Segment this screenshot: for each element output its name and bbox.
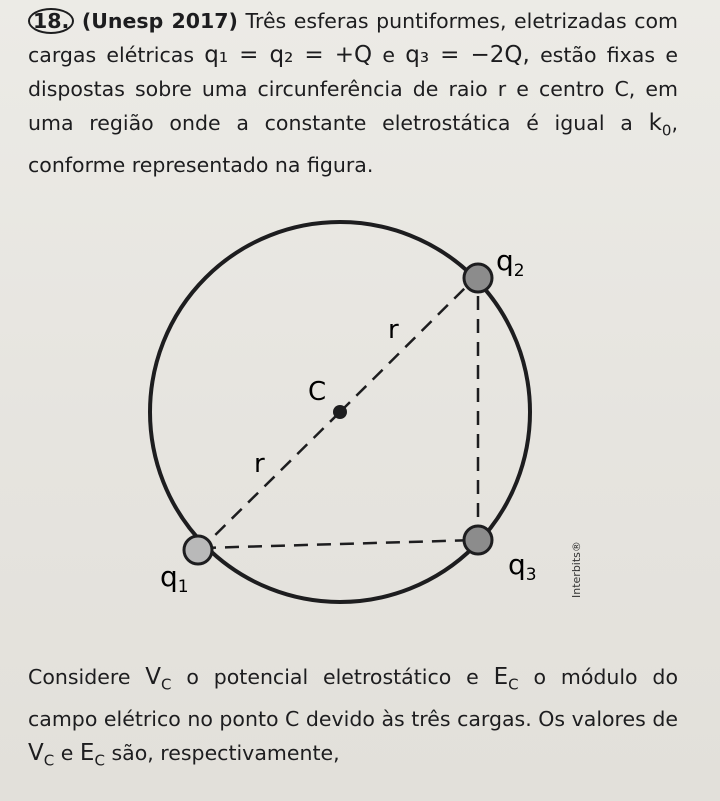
charge-sphere-q2	[464, 264, 492, 292]
question-number: 18.	[28, 8, 74, 34]
charge-equation-q3: q₃ = −2Q,	[405, 42, 530, 68]
dashed-radius-q2	[340, 278, 475, 412]
charge-label-q2: $q_2$	[496, 244, 525, 281]
k0-symbol: $k_0$	[648, 110, 672, 140]
interbits-watermark: Interbits®	[570, 541, 583, 598]
charge-sphere-q1	[184, 536, 212, 564]
prompt-text-1: Considere	[28, 665, 131, 689]
prompt-text-4: são, respectivamente,	[111, 740, 340, 765]
dashed-chord-q1-q3	[202, 540, 478, 548]
radius-label-lower: r	[254, 449, 265, 479]
statement-text-3: , conforme representado na figura.	[28, 111, 678, 177]
statement-text-2: estão fixas e dispostas sobre uma circunferência de raio r e centro C, em uma região onde a constante eletrostática é igual a	[28, 43, 678, 135]
prompt-text-2: o potencial eletrostático e	[186, 665, 479, 689]
ec-symbol: $E_C$	[493, 664, 519, 694]
statement-and: e	[382, 43, 395, 67]
charge-label-q3: $q_3$	[508, 548, 537, 585]
center-point	[333, 405, 347, 419]
prompt-and: e	[60, 740, 74, 765]
circle-figure	[140, 200, 600, 610]
dashed-radius-q1	[202, 412, 340, 548]
charge-sphere-q3	[464, 526, 492, 554]
vc-symbol: $V_C$	[145, 664, 172, 694]
statement-text-1: Três esferas puntiformes, eletrizadas com cargas elétricas	[28, 9, 679, 67]
question-prompt	[28, 660, 678, 777]
vc-symbol-2: $V_C$	[28, 739, 55, 770]
question-statement	[28, 4, 678, 182]
center-label: C	[308, 377, 327, 407]
radius-label-upper: r	[388, 315, 399, 345]
charge-equation-q1-q2: q₁ = q₂ = +Q	[204, 42, 373, 68]
ec-symbol-2: $E_C$	[79, 739, 105, 770]
prompt-text-3: o módulo do campo elétrico no ponto C devido às três cargas. Os valores de	[28, 665, 678, 731]
charge-label-q1: $q_1$	[160, 560, 189, 597]
question-source: (Unesp 2017)	[81, 9, 238, 33]
